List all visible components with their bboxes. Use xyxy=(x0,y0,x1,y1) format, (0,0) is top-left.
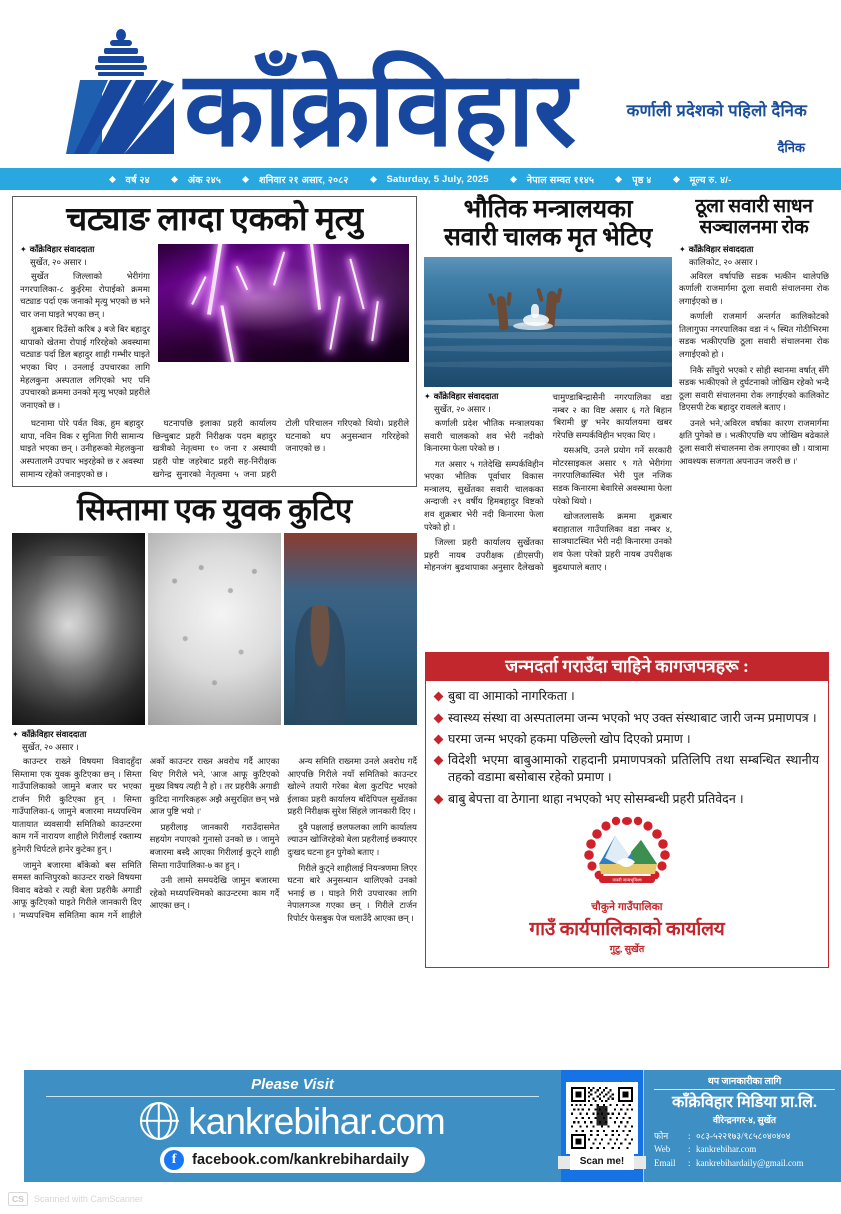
ribbon-item-label: वर्ष २४ xyxy=(125,174,150,186)
notice-list-item-text: घरमा जन्म भएको हकमा पछिल्लो खोप दिएको प्रमाण । xyxy=(448,731,691,746)
camscanner-text: Scanned with CamScanner xyxy=(33,1194,143,1204)
diamond-bullet-icon xyxy=(615,175,622,182)
article-vehicle-dateline: कालिकोट, २० असार । xyxy=(689,256,758,267)
ad-contact-value: kankrebihar.com xyxy=(696,1144,757,1155)
ad-contact-value: ०८३-५२२१७३/९८५८०४०४०४ xyxy=(696,1130,791,1141)
ribbon-item xyxy=(594,173,651,186)
notice-list-item-text: बाबु बेपत्ता वा ठेगाना थाहा नभएको भए सोसम्बन्धी प्रहरी प्रतिवेदन । xyxy=(448,791,744,806)
svg-text:जननी जन्मभूमिश्च: जननी जन्मभूमिश्च xyxy=(612,877,642,883)
article-paragraph: काउन्टर राख्ने विषयमा विवादहुँदा सिम्तामा एक युवक कुटिएका छन् । सिम्ता गाउँपालिकाको जामुने बजार घर भएका टार्जन गिरी कुटिएका हुन् । सिम्ता गाउँपालिका-६ जामुने बजारमा मध्यपश्चिम यातायात व्यवसायी समितिको काउन्टरमा काम गर्ने नारायण शाहीले गिरीलाई रक्ताम्य हुनेगरी चिर्पटले हानेर कुटेका हुन् । xyxy=(12,755,142,854)
facebook-icon: f xyxy=(164,1150,184,1170)
masthead-tagline: कर्णाली प्रदेशको पहिलो दैनिक xyxy=(626,102,807,121)
article-paragraph: शुक्रबार दिउँसो करिब ३ बजे बिर बहादुर थापाको खेतमा रोपाई गरिरहेको अवस्थामा चट्याङ पर्दा डिल बहादुर शाही गम्भीर घाइते भएका थिए । उनलाई उपचारका लागि मेहलकुना अस्पताल लगिएको भए पनि उपचारको क्रममा उनको मृत्यु भएको प्रहरीले जनाएको छ । xyxy=(20,324,150,410)
article-paragraph: अन्य समिति राख्नमा उनले अवरोध गर्दै आएपछि गिरीले नयाँ समितिको काउन्टर खोल्ने तयारी गरेका बेला कुटपिट भएको ईलाका प्रहरी कार्यालय बाँदेपिपल सुर्खेतका प्रहरी निरीक्षक सुरेश सिंहले जानकारी दिए । xyxy=(287,755,417,817)
article-paragraph: घटनापछि इलाका प्रहरी कार्यालय छिन्चुबाट प्रहरी निरीक्षक पदम बहादुर खत्रीको नेतृत्वमा १० जना र अस्थायी प्रहरी पोष्ट जहरेबाट प्रहरी सह-निरीक्षक खगेन्द्र सुनारको नेतृत्वमा ५ जना प्रहरी टोली परिचालन गरिएको थियो। प्रहरीले घटनाको थप अनुसन्धान गरिरहेको जनाएको छ । xyxy=(152,418,409,479)
ad-please-visit-label: Please Visit xyxy=(251,1076,334,1093)
notice-list-item xyxy=(435,731,819,748)
article-vehicle-headline: ठूला सवारी साधन सञ्चालनमा रोक xyxy=(695,196,813,239)
article-vehicle-body xyxy=(679,270,829,468)
article-paragraph: निकै साँघुरो भएको र सोही स्थानमा वर्षात् सँगै सडक भत्कीएको ले दुर्घटनाको जोखिम रहेको भन्दै ठूला सवारी संचालनमा रोक लगाईएको कालिकोट डिएसपी टेक बहादुर रावलले बताए । xyxy=(679,364,829,413)
article-paragraph: कर्णाली राजमार्ग अन्तर्गत कालिकोटको तिलागुफा नगरपालिका वडा नं ५ स्थित गोठीभिरमा सडक भत्कीएपछि ठूला सवारी संचालनमा रोक लगाईएको हो । xyxy=(679,311,829,359)
birth-registration-notice-box xyxy=(425,652,829,968)
article-paragraph: उनले भने,'अविरल वर्षाका कारण राजमार्गमा क्षति पुगेको छ । भत्कीएपछि थप जोखिम बढेकाले ठूला सवारी संचालनमा रोक लगाएका छौ । यात्रामा आवश्यक सजगता अपनाउन जरुरी छ ।' xyxy=(679,417,829,466)
ribbon-item xyxy=(110,173,150,186)
article-paragraph: जामुने बजारमा बाँकेको बस समिति समस्त कान्तिपुरको काउन्टर राख्ने विषयमा विवाद बढेको र त्यही बेला प्रहरीकै अगाडी आफू कुटिएको घाइते गिरीले जानकारी दिए । 'मध्यपश्चिम समितिमा काम गर्ने शाहीले अर्को काउन्टर राख्न अवरोध गर्दै आएका थिए' गिरीले भने, 'आज आफू कुटिएको मुख्य विषय त्यही नै हो । तर प्रहरीकै अगाडी कुटिदा नागरिकहरू अझै असुरक्षित छन् भन्ने आज पुष्टि भयो ।' xyxy=(12,755,280,920)
ad-website-url[interactable]: kankrebihar.com xyxy=(188,1100,445,1142)
diamond-bullet-icon xyxy=(510,175,517,182)
lightning-storm-photo xyxy=(158,244,409,362)
org-location: गुटु, सुर्खेत xyxy=(609,944,645,955)
article-driver-byline: ✦ काँक्रेविहार संवाददाता xyxy=(424,391,499,401)
notice-list-item xyxy=(435,710,819,727)
article-paragraph: अविरल वर्षापछि सडक भत्कीन थालेपछि कर्णाली राजमार्गमा ठूला सवारी संचालनमा रोक लगाईएको छ । xyxy=(679,270,829,306)
camscanner-watermark xyxy=(8,1192,143,1206)
ribbon-item xyxy=(349,174,489,185)
notice-list-item-text: बुबा वा आमाको नागरिकता । xyxy=(448,689,575,704)
diamond-bullet-icon: ✦ xyxy=(424,392,431,401)
ribbon-item xyxy=(150,173,221,186)
ad-website-block xyxy=(24,1070,561,1182)
notice-list-item-text: विदेशी भएमा बाबुआमाको राहदानी प्रमाणपत्रको प्रतिलिपि तथा सम्बन्धित स्थानीय तहको वडामा बसोबास रहेको प्रमाण । xyxy=(448,753,819,785)
diamond-bullet-icon xyxy=(242,175,249,182)
ribbon-item-label: नेपाल सम्वत ११४५ xyxy=(526,174,595,186)
notice-box-footer xyxy=(435,812,819,963)
notice-list-item xyxy=(435,791,819,808)
article-beating-body xyxy=(12,755,417,925)
masthead-info-ribbon xyxy=(0,168,841,190)
two-men-talking-photo xyxy=(284,533,417,725)
diamond-bullet-icon xyxy=(434,692,444,702)
diamond-bullet-icon: ✦ xyxy=(679,244,686,254)
article-beating-dateline: सुर्खेत, २० असार । xyxy=(22,741,79,752)
advertisement-banner xyxy=(24,1070,841,1182)
diamond-bullet-icon xyxy=(171,175,178,182)
ribbon-item-label: मूल्य रु. ४/- xyxy=(689,174,732,186)
ad-contact-key: Email xyxy=(654,1157,676,1168)
article-lightning xyxy=(12,196,417,487)
ad-website-row[interactable] xyxy=(24,1102,561,1140)
article-paragraph: जिल्ला प्रहरी कार्यालय सुर्खेतका प्रहरी नायब उपरीक्षक (डीएसपी) मोहनजंग बुढथापाका अनुसार दैलेखको चामुण्डाबिन्द्रासैनी नगरपालिका वडा नम्बर २ का विष्ट असार ६ गते बिहान 'बिरामी छु' भनेर कार्यालयमा खबर गरेपछि सम्पर्कविहीन भएका थिए । xyxy=(424,392,672,573)
ad-contact-key: Web xyxy=(654,1144,671,1155)
ad-qr-block xyxy=(561,1070,643,1182)
article-beating-photo-strip xyxy=(12,533,417,725)
globe-icon xyxy=(140,1102,178,1140)
ad-contact-block xyxy=(643,1070,841,1182)
article-lightning-dateline: सुर्खेत, २० असार । xyxy=(30,256,87,267)
article-driver xyxy=(424,196,672,575)
article-beating xyxy=(12,493,417,924)
article-paragraph: कर्णाली प्रदेश भौतिक मन्त्रालयका सवारी चालकको शव भेरी नदीको किनारमा फेला परेको छ । xyxy=(424,418,544,454)
notice-list-item xyxy=(435,688,819,705)
diamond-bullet-icon: ✦ xyxy=(12,729,19,739)
newspaper-nameplate: काँक्रेविहार xyxy=(184,53,576,169)
ribbon-item-label: शनिवार २१ असार, २०८२ xyxy=(259,174,349,186)
notice-items-list xyxy=(435,688,819,808)
ad-company-address: वीरेन्द्रनगर-४, सुर्खेत xyxy=(712,1114,777,1125)
ribbon-item xyxy=(652,173,732,186)
org-sub-name: चौकुने गाउँपालिका xyxy=(591,901,663,913)
article-paragraph: खोजतलासकै क्रममा शुक्रबार बराहाताल गाउँपालिका वडा नम्बर ४, साञघाटस्थित भेरी नदी किनारमा उनको शव फेला परेको प्रहरी नायब उपरीक्षक बुढथापाले बताए । xyxy=(552,511,672,572)
camscanner-badge: CS xyxy=(8,1192,28,1206)
ad-contact-row xyxy=(654,1157,835,1171)
ad-contact-row xyxy=(654,1130,835,1144)
diamond-bullet-icon xyxy=(673,175,680,182)
article-vehicle xyxy=(679,196,829,467)
diamond-bullet-icon: ✦ xyxy=(20,244,27,254)
article-paragraph: दुवै पक्षलाई छलफलका लागि कार्यालय ल्याउन खोजिरहेको बेला प्रहरीलाई छक्याएर दुःखद घटना हुन पुगेको बताए । xyxy=(287,821,417,857)
masthead-daily-label: दैनिक xyxy=(777,140,805,155)
diamond-bullet-icon xyxy=(434,756,444,766)
ad-facebook-url[interactable]: facebook.com/kankrebihardaily xyxy=(192,1152,409,1168)
ad-contact-key: फोन xyxy=(654,1130,669,1141)
hands-bandage-photo xyxy=(148,533,281,725)
ad-contact-value: kankrebihardaily@gmail.com xyxy=(696,1157,804,1168)
article-paragraph: गिरीले कुट्ने शाहीलाई नियन्त्रणमा लिएर घटना बारे अनुसन्धान थालिएको उनको भनाई छ । घाइते गिरी उपचारका लागि नेपालगञ्ज गएका छन् । गिरीले टार्जन रिपोर्टर फेसबुक पेज चलाउँदै आएका छन् । xyxy=(287,862,417,923)
notice-box-header: जन्मदर्ता गराउँदा चाहिने कागजपत्रहरू : xyxy=(426,653,828,681)
diamond-bullet-icon xyxy=(108,175,115,182)
ribbon-item-label: Saturday, 5 July, 2025 xyxy=(386,173,489,185)
ad-company-name: काँक्रेविहार मिडिया प्रा.लि. xyxy=(671,1094,818,1111)
article-beating-headline: सिम्तामा एक युवक कुटिए xyxy=(77,492,352,528)
article-driver-headline: भौतिक मन्त्रालयका सवारी चालक मृत भेटिए xyxy=(443,196,653,251)
ad-contact-row xyxy=(654,1143,835,1157)
page-content xyxy=(0,190,841,955)
masthead xyxy=(0,0,841,168)
article-paragraph: उनी लामो समयदेखि जामुन बजारमा रहेको मध्यपश्चिमको काउन्टरमा काम गर्दै आएका छन् । xyxy=(149,875,280,911)
ribbon-item xyxy=(221,173,348,186)
ad-facebook-pill[interactable] xyxy=(160,1147,425,1173)
drowning-hands-in-water-photo xyxy=(424,257,672,387)
nepal-government-emblem xyxy=(575,814,679,898)
article-vehicle-byline: ✦ काँक्रेविहार संवाददाता xyxy=(679,243,754,254)
article-paragraph: गत असार ५ गतेदेखि सम्पर्कविहीन भएका भौतिक पूर्वाधार विकास मन्त्रालय, सुर्खेतका सवारी चालकका अन्दाजी २९ वर्षीय हिमबहादुर विष्टको शव शुक्रबार भेरी नदी किनारमा फेला परेको हो । xyxy=(424,458,544,532)
notice-list-item xyxy=(435,752,819,787)
qr-code-icon[interactable] xyxy=(571,1087,633,1149)
ad-divider xyxy=(46,1096,539,1097)
qr-card xyxy=(566,1082,638,1154)
ad-scan-me-label: Scan me! xyxy=(570,1154,634,1170)
diamond-bullet-icon xyxy=(434,794,444,804)
article-lightning-headline: चट्याङ लाग्दा एकको मृत्यु xyxy=(66,202,363,238)
ribbon-item-label: अंक २४५ xyxy=(187,174,222,186)
ad-contact-separator: : xyxy=(688,1157,691,1168)
ribbon-item xyxy=(489,173,594,186)
article-beating-byline: ✦ काँक्रेविहार संवाददाता xyxy=(12,728,87,739)
article-paragraph: प्रहरीलाइ जानकारी गराउँदासमेत सहयोग नपाएको गुनासो उनको छ । जामुने बजारमा बस्दै आएका गिरीलाई कुट्ने शाही सिम्ता गाउँपालिका-७ का हुन् । xyxy=(149,821,280,870)
injured-man-face-photo xyxy=(12,533,145,725)
temple-monument-icon xyxy=(62,28,180,154)
article-paragraph: घटनामा पोरे पर्वत विक, हुम बहादुर थापा, नविन विक र सुनिता गिरी सामान्य घाइते भएका छन् । उनीहरूको मेहलकुना अस्पतालमै उपचार भइरहेको छ र अवस्था सामान्य रहेको जनाइएको छ । xyxy=(20,418,144,479)
article-driver-dateline: सुर्खेत, २० असार । xyxy=(434,404,491,414)
ad-contact-list xyxy=(654,1130,835,1171)
article-paragraph: सुर्खेत जिल्लाको भेरीगंगा नगरपालिका-८ कुईरेमा रोपाईको क्रममा चट्याङ पर्दा एक जनाको मृत्यु भएको छ भने चार जना घाइते भएका छन् । xyxy=(20,270,150,319)
article-paragraph: यसअघि, उनले प्रयोग गर्ने सरकारी मोटरसाइकल असार ९ गते भेरीगंगा नगरपालिकास्थित भेरी पुल नजिक सडक किनारमा बेवारिसे अवस्थामा फेला परेको थियो । xyxy=(552,445,672,506)
ad-more-info-label: थप जानकारीका लागि xyxy=(654,1074,835,1090)
left-column xyxy=(12,196,417,924)
org-main-name: गाउँ कार्यपालिकाको कार्यालय xyxy=(529,918,725,940)
ad-contact-separator: : xyxy=(688,1130,691,1141)
ribbon-item-label: पृष्ठ ४ xyxy=(632,174,652,186)
diamond-bullet-icon xyxy=(369,175,376,182)
diamond-bullet-icon xyxy=(434,713,444,723)
diamond-bullet-icon xyxy=(434,734,444,744)
article-lightning-byline: ✦ काँक्रेविहार संवाददाता xyxy=(20,243,95,254)
notice-list-item-text: स्वास्थ्य संस्था वा अस्पतालमा जन्म भएको भए उक्त संस्थाबाट जारी जन्म प्रमाणपत्र । xyxy=(448,710,817,725)
ad-contact-separator: : xyxy=(688,1144,691,1155)
